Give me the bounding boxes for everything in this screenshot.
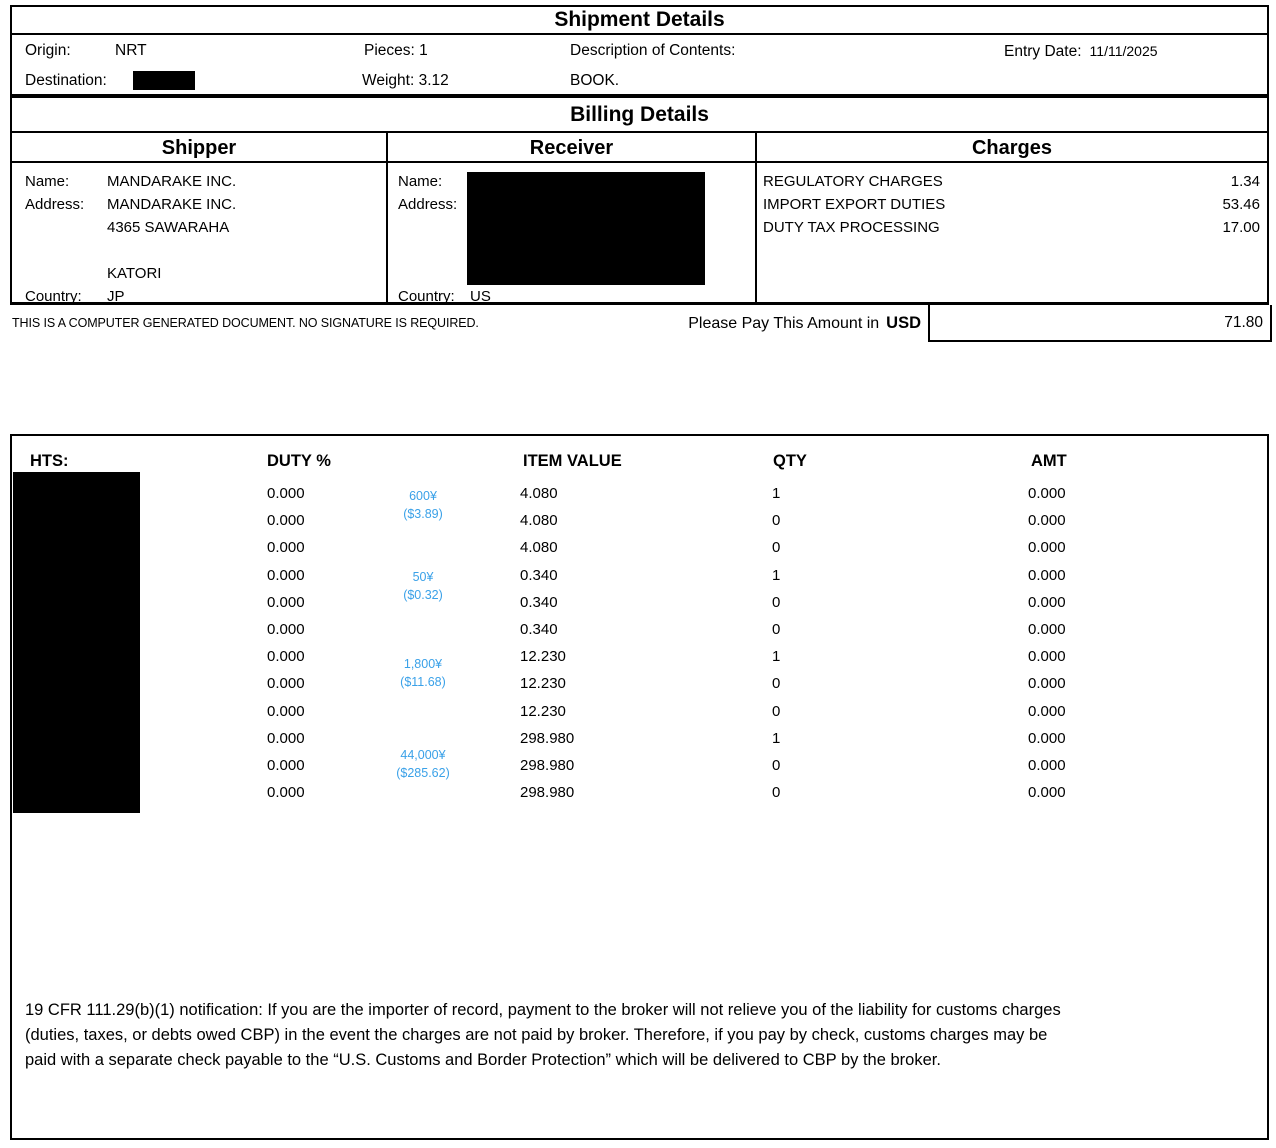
table-row: [12, 485, 1267, 512]
charge-label: DUTY TAX PROCESSING: [763, 219, 940, 236]
cell-qty: 0: [772, 512, 781, 530]
cell-amt: 0.000: [1028, 702, 1066, 720]
shipper-address-line: 4365 SAWARAHA: [107, 219, 230, 236]
table-row: [12, 594, 1267, 621]
cell-duty: 0.000: [267, 566, 305, 584]
cell-ival: 12.230: [520, 702, 566, 720]
column-divider: [755, 131, 757, 302]
shipper-address-label: Address:: [25, 196, 85, 213]
billing-details-title: Billing Details: [12, 98, 1267, 133]
amt-column-header: AMT: [1031, 452, 1067, 470]
cell-duty: 0.000: [267, 620, 305, 638]
yen-annotation: [353, 568, 493, 604]
usd-equivalent: ($0.32): [403, 588, 443, 602]
entry-date-value: 11/11/2025: [1089, 43, 1158, 59]
pay-amount-box: [928, 305, 1272, 342]
column-divider: [386, 131, 388, 302]
cell-ival: 0.340: [520, 593, 558, 611]
charge-label: REGULATORY CHARGES: [763, 173, 943, 190]
cell-duty: 0.000: [267, 485, 305, 502]
entry-date-label: Entry Date:: [1004, 43, 1082, 60]
pay-amount-text: Please Pay This Amount in: [688, 315, 880, 332]
cell-duty: 0.000: [267, 675, 305, 693]
cell-duty: 0.000: [267, 593, 305, 611]
cell-qty: 0: [772, 675, 781, 693]
charge-label: IMPORT EXPORT DUTIES: [763, 196, 946, 213]
charges-header: Charges: [971, 137, 1053, 159]
cell-qty: 0: [772, 756, 781, 774]
shipment-billing-box: [10, 5, 1269, 305]
shipper-header: Shipper: [161, 137, 237, 159]
cell-qty: 0: [772, 702, 781, 720]
cell-ival: 12.230: [520, 648, 566, 666]
cell-amt: 0.000: [1028, 593, 1066, 611]
cell-duty: 0.000: [267, 539, 305, 557]
table-row: [12, 512, 1267, 539]
shipment-details-title: Shipment Details: [12, 7, 1267, 35]
header-underline: [12, 161, 1267, 163]
usd-equivalent: ($285.62): [396, 766, 450, 780]
cell-qty: 0: [772, 620, 781, 638]
duty-column-header: DUTY %: [267, 452, 331, 470]
charge-amount: 1.34: [1230, 173, 1260, 190]
cell-ival: 298.980: [520, 756, 575, 774]
cell-ival: 0.340: [520, 566, 558, 584]
cell-qty: 0: [772, 784, 781, 802]
cell-amt: 0.000: [1028, 620, 1066, 638]
cell-amt: 0.000: [1028, 648, 1066, 666]
cell-ival: 12.230: [520, 675, 566, 693]
cell-qty: 0: [772, 539, 781, 557]
table-row: [12, 621, 1267, 648]
cell-qty: 0: [772, 593, 781, 611]
yen-annotation: [353, 655, 493, 691]
table-row: [12, 567, 1267, 594]
cell-duty: 0.000: [267, 784, 305, 802]
hts-table-rows: [12, 485, 1267, 811]
yen-annotation: [353, 746, 493, 782]
description-value: BOOK.: [570, 72, 620, 89]
cell-qty: 1: [772, 566, 781, 584]
cell-amt: 0.000: [1028, 485, 1066, 502]
origin-label: Origin:: [25, 42, 71, 59]
shipper-address-line: MANDARAKE INC.: [107, 196, 237, 213]
weight-value: Weight: 3.12: [362, 72, 449, 89]
cell-ival: 4.080: [520, 539, 558, 557]
item-value-column-header: ITEM VALUE: [523, 452, 622, 470]
qty-column-header: QTY: [773, 452, 807, 470]
redacted-destination: [133, 71, 195, 90]
charge-amount: 17.00: [1222, 219, 1260, 236]
cell-amt: 0.000: [1028, 756, 1066, 774]
shipper-name: MANDARAKE INC.: [107, 173, 237, 190]
cell-duty: 0.000: [267, 702, 305, 720]
cell-amt: 0.000: [1028, 566, 1066, 584]
yen-value: 50¥: [412, 570, 434, 584]
cell-duty: 0.000: [267, 756, 305, 774]
pay-amount-label: [688, 314, 921, 333]
table-row: [12, 730, 1267, 757]
table-row: [12, 703, 1267, 730]
cell-amt: 0.000: [1028, 729, 1066, 747]
cell-qty: 1: [772, 648, 781, 666]
pieces-value: Pieces: 1: [364, 42, 428, 59]
cell-ival: 4.080: [520, 485, 558, 502]
redacted-receiver-info: [467, 172, 705, 285]
cell-duty: 0.000: [267, 729, 305, 747]
usd-equivalent: ($3.89): [403, 507, 443, 521]
shipper-country: JP: [107, 288, 125, 305]
yen-value: 1,800¥: [403, 657, 443, 671]
cell-qty: 1: [772, 485, 781, 502]
computer-generated-notice: THIS IS A COMPUTER GENERATED DOCUMENT. NO SIGNATURE IS REQUIRED.: [12, 316, 479, 330]
pay-amount-value: 71.80: [1224, 314, 1263, 331]
cell-duty: 0.000: [267, 512, 305, 530]
description-label: Description of Contents:: [570, 42, 736, 59]
yen-value: 44,000¥: [400, 748, 446, 762]
shipper-country-label: Country:: [25, 288, 82, 305]
table-row: [12, 784, 1267, 811]
charge-amount: 53.46: [1222, 196, 1260, 213]
shipper-name-label: Name:: [25, 173, 70, 190]
usd-equivalent: ($11.68): [400, 675, 446, 689]
shipper-address-line: KATORI: [107, 265, 162, 282]
notification-line: paid with a separate check payable to the “U.S. Customs and Border Protection” which will be delivered to CBP by the broker.: [25, 1051, 941, 1069]
yen-value: 600¥: [409, 489, 437, 503]
hts-column-header: HTS:: [30, 452, 69, 470]
hts-table-box: [10, 434, 1269, 1140]
cfr-notification: [25, 998, 1061, 1073]
table-row: [12, 757, 1267, 784]
entry-date: [1004, 42, 1158, 61]
cell-amt: 0.000: [1028, 784, 1066, 802]
table-row: [12, 539, 1267, 566]
cell-amt: 0.000: [1028, 675, 1066, 693]
notification-line: (duties, taxes, or debts owed CBP) in the event the charges are not paid by broker. Therefore, if you pay by check, customs charges may be: [25, 1026, 1048, 1044]
receiver-name-label: Name:: [398, 173, 443, 190]
cell-amt: 0.000: [1028, 539, 1066, 557]
cell-amt: 0.000: [1028, 512, 1066, 530]
yen-annotation: [353, 487, 493, 523]
currency-code: USD: [886, 314, 921, 332]
notification-line: 19 CFR 111.29(b)(1) notification: If you are the importer of record, payment to the broker will not relieve you of the liability for customs charges: [25, 1001, 1061, 1019]
destination-label: Destination:: [25, 72, 107, 89]
table-row: [12, 675, 1267, 702]
cell-qty: 1: [772, 729, 781, 747]
receiver-country-label: Country:: [398, 288, 455, 305]
cell-duty: 0.000: [267, 648, 305, 666]
receiver-country: US: [470, 288, 491, 305]
cell-ival: 298.980: [520, 729, 575, 747]
table-row: [12, 648, 1267, 675]
cell-ival: 4.080: [520, 512, 558, 530]
receiver-address-label: Address:: [398, 196, 458, 213]
receiver-header: Receiver: [529, 137, 614, 159]
cell-ival: 0.340: [520, 620, 558, 638]
cell-ival: 298.980: [520, 784, 575, 802]
origin-value: NRT: [115, 42, 147, 59]
